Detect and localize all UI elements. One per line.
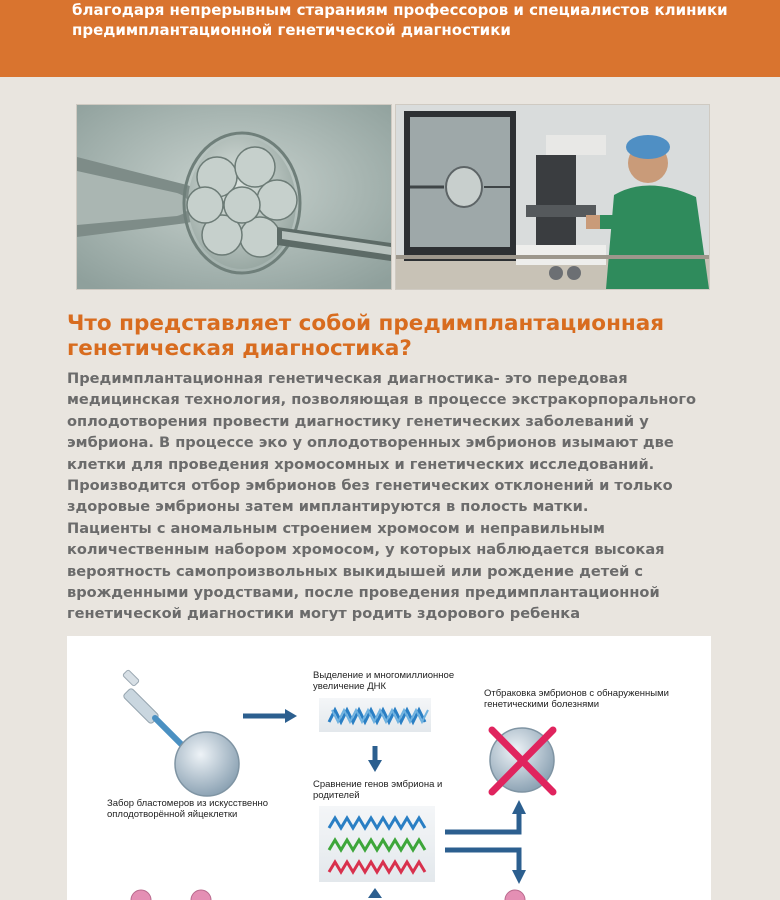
embryo-pink-icon — [191, 890, 211, 900]
article-title: Что представляет собой предимплантационная генетическая диагностика? — [67, 311, 665, 361]
arrow-up-icon — [445, 812, 519, 832]
arrow-down-right-icon — [445, 850, 519, 872]
step1-label: Забор бластомеров из искусственно оплодотворённой яйцеклетки — [107, 798, 268, 820]
embryo-photo — [76, 104, 392, 290]
embryo-micromanipulation-icon — [77, 105, 391, 289]
lab-photo — [395, 104, 710, 290]
banner-line-2: предимплантационной генетической диагностики — [72, 21, 511, 39]
banner-line-1: благодаря непрерывным стараниям профессоров и специалистов клиники — [72, 1, 728, 19]
embryo-pink-icon — [505, 890, 525, 900]
article-body — [67, 368, 717, 625]
pgd-process-diagram — [67, 636, 711, 900]
banner-text — [72, 0, 762, 40]
article-paragraph-1: Предимплантационная генетическая диагностика- это передовая медицинская технология, позволяющая в процессе экстракорпорального оплодотворения провести диагностику генетических заболеваний у эмбриона. В процессе эко у оплодотворенных эмбрионов изымают две клетки для проведения хромосомных и генетических исследований. Производится отбор эмбрионов без генетических отклонений и только здоровые эмбрионы затем имплантируются в полость матки. — [67, 370, 697, 516]
article-paragraph-2: Пациенты с аномальным строением хромосом и неправильным количественным набором хромосом, у которых наблюдается высокая вероятность самопроизвольных выкидышей или рождение детей с врожденными уродствами, после проведения предимплантационной генетической диагностики могут родить здорового ребенка — [67, 519, 665, 623]
lab-microscope-icon — [396, 105, 709, 289]
header-banner — [0, 0, 780, 77]
oocyte-icon — [175, 732, 239, 796]
embryo-pink-icon — [131, 890, 151, 900]
step2-label: Выделение и многомиллионное увеличение ДНК — [313, 670, 455, 692]
step3-label: Сравнение генов эмбриона и родителей — [313, 779, 443, 801]
step4-label: Отбраковка эмбрионов с обнаруженными генетическими болезнями — [484, 688, 669, 710]
